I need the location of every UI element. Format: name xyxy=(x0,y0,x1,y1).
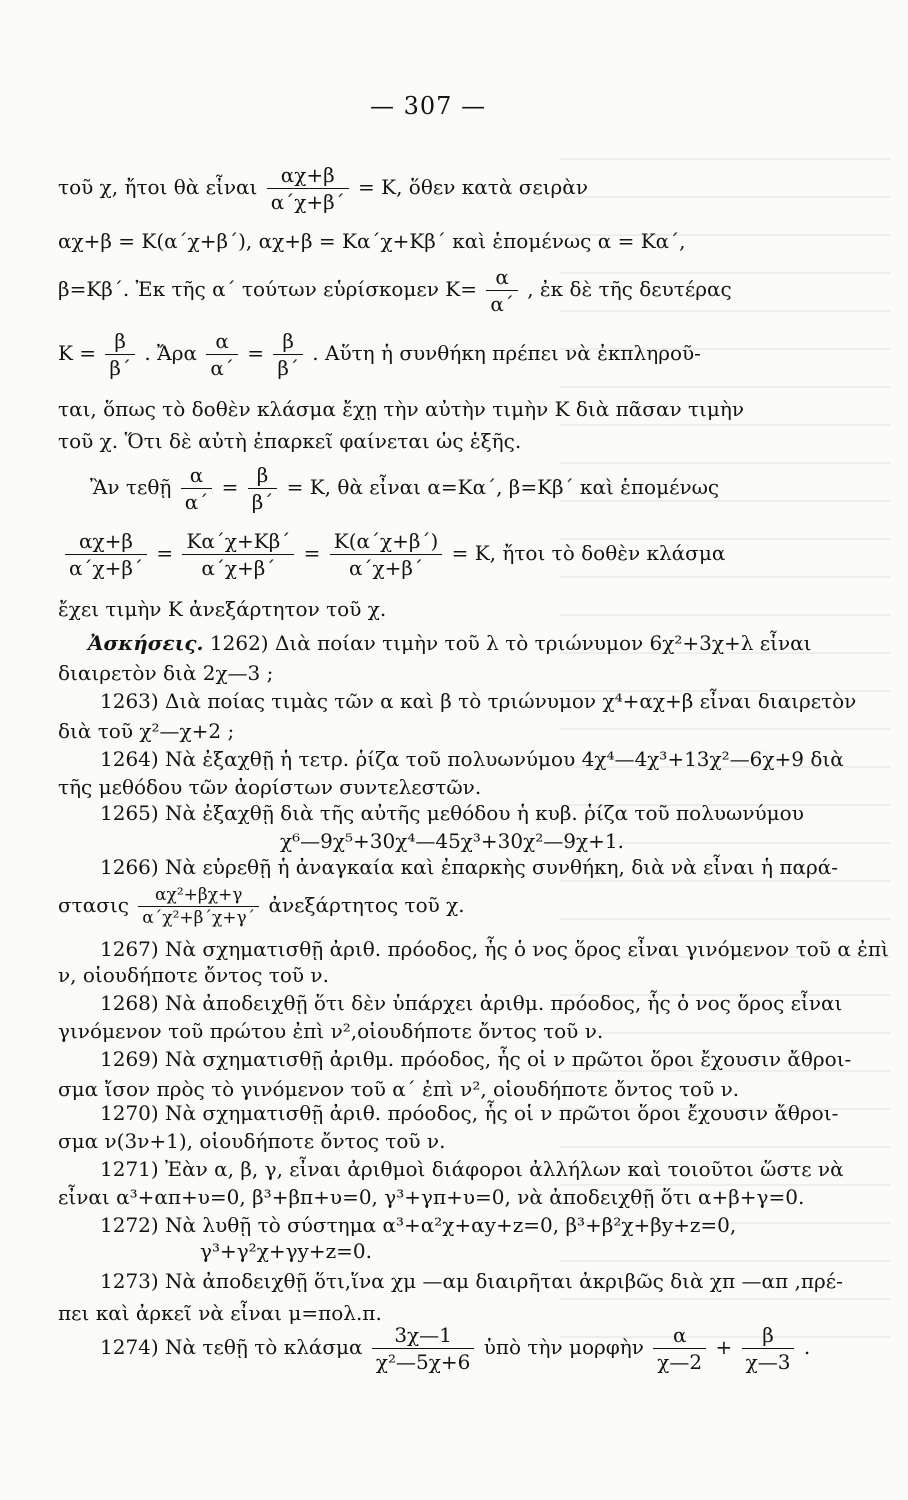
text-line xyxy=(58,328,701,381)
text-line xyxy=(88,630,811,656)
denominator: α΄ xyxy=(184,490,209,514)
text-line: ἔχει τιμὴν Κ ἀνεξάρτητον τοῦ χ. xyxy=(58,597,387,621)
text-line: 1267) Νὰ σχηματισθῇ ἀριθ. πρόοδος, ἧς ὁ νος ὅρος εἶναι γινόμενον τοῦ α ἐπὶ xyxy=(100,937,889,961)
text-line: γ³+γ²χ+γy+z=0. xyxy=(200,1239,372,1263)
fraction xyxy=(742,1322,795,1375)
text-span: = xyxy=(247,341,264,365)
fraction xyxy=(182,528,294,581)
text-line: πει καὶ ἀρκεῖ νὰ εἶναι μ=πολ.π. xyxy=(58,1301,382,1325)
text-line: αχ+β = Κ(α΄χ+β΄), αχ+β = Κα΄χ+Κβ΄ καὶ ἑπομένως α = Κα΄, xyxy=(58,229,686,253)
text-span: = Κ, ἤτοι τὸ δοθὲν κλάσμα xyxy=(451,541,726,565)
text-line: τοῦ χ. Ὅτι δὲ αὐτὴ ἐπαρκεῖ φαίνεται ὡς ἑξῆς. xyxy=(58,429,522,453)
text-line: 1263) Διὰ ποίας τιμὰς τῶν α καὶ β τὸ τριώνυμον χ⁴+αχ+β εἶναι διαιρετὸν xyxy=(100,689,857,713)
fraction xyxy=(653,1322,706,1375)
fraction xyxy=(273,328,303,381)
numerator: αχ+β xyxy=(267,162,349,189)
denominator: α΄χ+β΄ xyxy=(349,556,423,580)
text-line: 1272) Νὰ λυθῇ τὸ σύστημα α³+α²χ+αy+z=0, β³+β²χ+βy+z=0, xyxy=(100,1213,737,1237)
numerator: αχ+β xyxy=(65,528,147,555)
numerator: Κ(α΄χ+β΄) xyxy=(330,528,443,555)
numerator: β xyxy=(273,328,303,355)
denominator: α΄χ+β΄ xyxy=(270,190,345,214)
text-line: ν, οἱουδήποτε ὄντος τοῦ ν. xyxy=(58,963,329,987)
fraction xyxy=(181,462,213,515)
text-span: . Αὕτη ἡ συνθήκη πρέπει νὰ ἐκπληροῦ- xyxy=(312,341,701,365)
text-line: σμα ν(3ν+1), οἱουδήποτε ὄντος τοῦ ν. xyxy=(58,1129,446,1153)
denominator: χ²—5χ+6 xyxy=(375,1350,471,1374)
denominator: α΄χ²+β΄χ+γ΄ xyxy=(142,908,256,928)
text-line: ται, ὅπως τὸ δοθὲν κλάσμα ἔχῃ τὴν αὐτὴν τιμὴν Κ διὰ πᾶσαν τιμὴν xyxy=(58,397,745,421)
text-span: = xyxy=(221,475,239,499)
text-line xyxy=(90,462,719,515)
text-span: + xyxy=(715,1335,733,1359)
numerator: α xyxy=(206,328,238,355)
denominator: α΄χ+β΄ xyxy=(69,556,143,580)
text-span: ἀνεξάρτητος τοῦ χ. xyxy=(268,893,465,917)
text-span: 1274) Νὰ τεθῇ τὸ κλάσμα xyxy=(100,1335,363,1359)
text-span: Ἂν τεθῇ xyxy=(90,475,172,499)
denominator: α΄ xyxy=(210,356,234,380)
text-span: β=Κβ΄. Ἐκ τῆς α΄ τούτων εὑρίσκομεν Κ= xyxy=(58,277,477,301)
fraction xyxy=(486,264,518,317)
fraction xyxy=(372,1322,474,1375)
text-span: Κ = xyxy=(58,341,97,365)
numerator: β xyxy=(742,1322,795,1349)
text-span: = Κ, ὅθεν κατὰ σειρὰν xyxy=(358,175,588,199)
fraction xyxy=(248,462,278,515)
numerator: β xyxy=(105,328,135,355)
text-span: = Κ, θὰ εἶναι α=Κα΄, β=Κβ΄ καὶ ἑπομένως xyxy=(286,475,720,499)
text-span: 1262) Διὰ ποίαν τιμὴν τοῦ λ τὸ τριώνυμον 6χ²+3χ+λ εἶναι xyxy=(209,631,812,655)
text-span: . Ἄρα xyxy=(144,341,197,365)
denominator: χ—3 xyxy=(745,1350,791,1374)
text-span: . xyxy=(803,1335,811,1359)
text-line: 1264) Νὰ ἐξαχθῇ ἡ τετρ. ῥίζα τοῦ πολυωνύμου 4χ⁴—4χ³+13χ²—6χ+9 διὰ xyxy=(100,747,844,771)
numerator: Κα΄χ+Κβ΄ xyxy=(182,528,294,555)
text-span: = xyxy=(156,541,174,565)
text-line xyxy=(58,162,588,215)
numerator: α xyxy=(486,264,518,291)
denominator: α΄χ+β΄ xyxy=(201,556,276,580)
text-span: στασις xyxy=(58,893,129,917)
denominator: β΄ xyxy=(251,490,274,514)
page-number: — 307 — xyxy=(370,92,487,120)
text-line: 1271) Ἐὰν α, β, γ, εἶναι ἀριθμοὶ διάφοροι ἀλλήλων καὶ τοιοῦτοι ὥστε νὰ xyxy=(100,1157,844,1181)
text-line: 1273) Νὰ ἀποδειχθῇ ὅτι,ἵνα χμ —αμ διαιρῆται ἀκριβῶς διὰ χπ —απ ,πρέ- xyxy=(100,1269,843,1293)
fraction xyxy=(267,162,349,215)
text-line: 1270) Νὰ σχηματισθῇ ἀριθ. πρόοδος, ἧς οἱ ν πρῶτοι ὅροι ἔχουσιν ἄθροι- xyxy=(100,1101,839,1125)
numerator: α xyxy=(181,462,213,489)
numerator: α xyxy=(653,1322,706,1349)
denominator: α΄ xyxy=(490,292,514,316)
numerator: β xyxy=(248,462,278,489)
numerator: 3χ—1 xyxy=(372,1322,474,1349)
text-line: διαιρετὸν διὰ 2χ—3 ; xyxy=(58,661,274,685)
text-line: 1265) Νὰ ἐξαχθῇ διὰ τῆς αὐτῆς μεθόδου ἡ κυβ. ῥίζα τοῦ πολυωνύμου xyxy=(100,801,804,825)
text-line xyxy=(100,1322,810,1375)
text-line: εἶναι α³+απ+υ=0, β³+βπ+υ=0, γ³+γπ+υ=0, νὰ ἀποδειχθῇ ὅτι α+β+γ=0. xyxy=(58,1185,805,1209)
text-line: 1269) Νὰ σχηματισθῇ ἀριθμ. πρόοδος, ἧς οἱ ν πρῶτοι ὅροι ἔχουσιν ἄθροι- xyxy=(100,1047,852,1071)
text-line: 1268) Νὰ ἀποδειχθῇ ὅτι δὲν ὑπάρχει ἀριθμ. πρόοδος, ἧς ὁ νος ὅρος εἶναι xyxy=(100,991,843,1015)
text-line: σμα ἴσον πρὸς τὸ γινόμενον τοῦ α΄ ἐπὶ ν², οἱουδήποτε ὄντος τοῦ ν. xyxy=(58,1077,740,1101)
text-line xyxy=(58,264,732,317)
numerator: αχ²+βχ+γ xyxy=(138,884,259,907)
text-span: = xyxy=(303,541,321,565)
denominator: β΄ xyxy=(277,356,299,380)
text-line: τῆς μεθόδου τῶν ἀορίστων συντελεστῶν. xyxy=(58,775,482,799)
denominator: χ—2 xyxy=(657,1350,703,1374)
exercises-heading: Ἀσκήσεις. xyxy=(88,631,204,655)
fraction xyxy=(105,328,135,381)
text-line xyxy=(62,528,725,581)
fraction xyxy=(138,884,259,929)
fraction xyxy=(206,328,238,381)
fraction xyxy=(65,528,147,581)
text-line: γινόμενον τοῦ πρώτου ἐπὶ ν²,οἱουδήποτε ὄντος τοῦ ν. xyxy=(58,1019,604,1043)
text-span: ὑπὸ τὴν μορφὴν xyxy=(483,1335,644,1359)
fraction xyxy=(330,528,443,581)
text-line: χ⁶—9χ⁵+30χ⁴—45χ³+30χ²—9χ+1. xyxy=(280,829,624,853)
text-span: τοῦ χ, ἤτοι θὰ εἶναι xyxy=(58,175,258,199)
text-line: διὰ τοῦ χ²—χ+2 ; xyxy=(58,719,235,743)
denominator: β΄ xyxy=(109,356,131,380)
text-line xyxy=(58,884,465,929)
text-span: , ἐκ δὲ τῆς δευτέρας xyxy=(527,277,732,301)
text-line: 1266) Νὰ εὑρεθῇ ἡ ἀναγκαία καὶ ἐπαρκὴς συνθήκη, διὰ νὰ εἶναι ἡ παρά- xyxy=(100,855,839,879)
